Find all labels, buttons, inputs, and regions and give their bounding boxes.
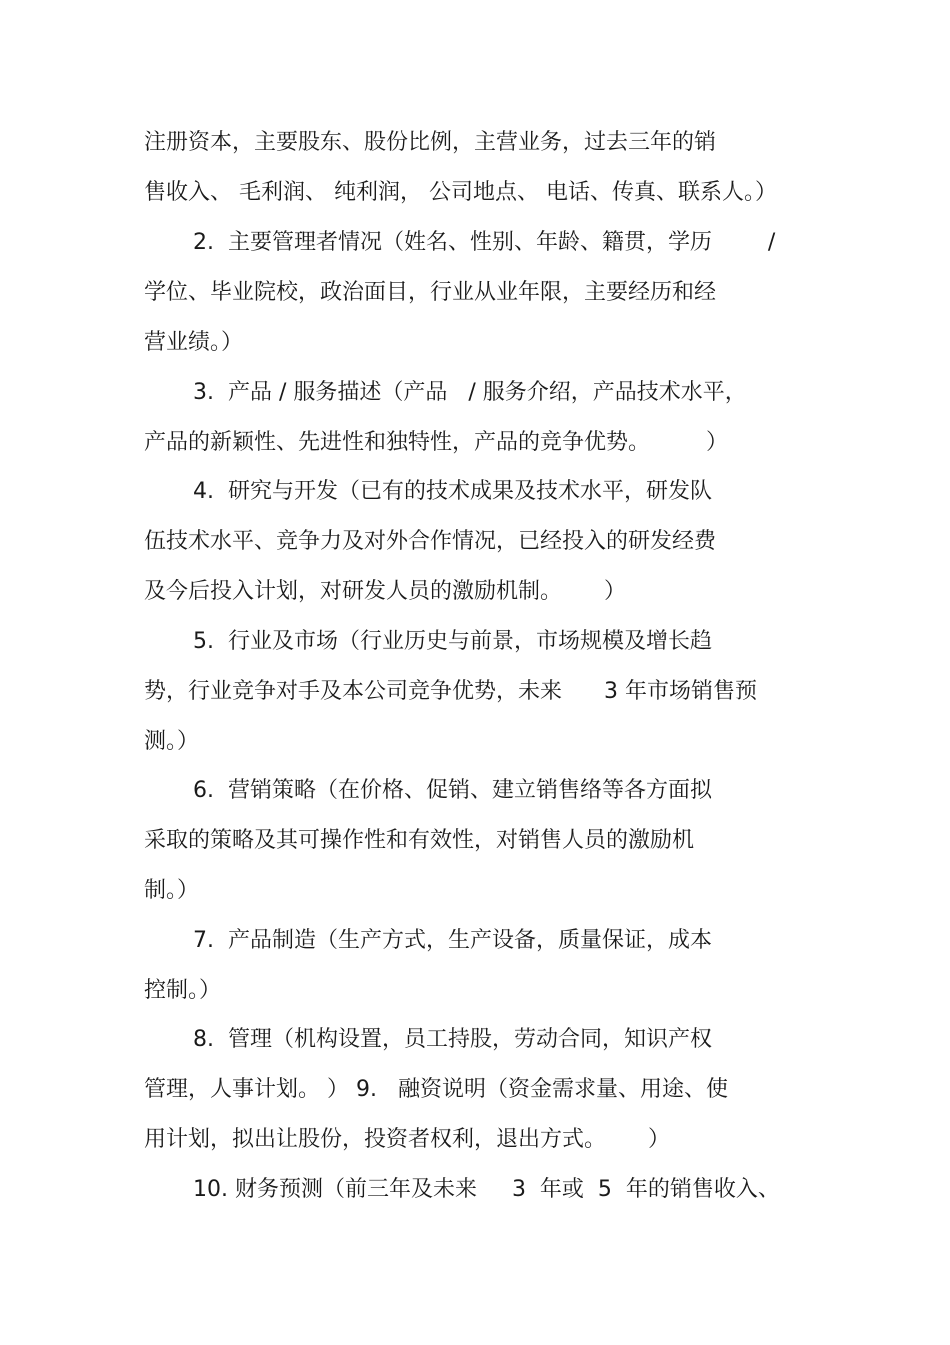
- item-8-heading: 8. 管理（机构设置，员工持股，劳动合同，知识产权: [193, 1027, 712, 1052]
- text-line: 产品的新颖性、先进性和独特性，产品的竞争优势。 ）: [144, 430, 728, 455]
- text-line: 售收入、 毛利润、 纯利润， 公司地点、 电话、传真、联系人。）: [144, 180, 777, 205]
- item-3-heading: 3. 产品 / 服务描述（产品 / 服务介绍，产品技术水平，: [193, 380, 747, 405]
- text-line: 测。）: [144, 729, 200, 754]
- item-7-heading: 7. 产品制造（生产方式，生产设备，质量保证，成本: [193, 928, 712, 953]
- text-line: 用计划，拟出让股份，投资者权利，退出方式。 ）: [144, 1127, 670, 1152]
- text-line: 学位、毕业院校，政治面目，行业从业年限，主要经历和经: [144, 280, 717, 305]
- text-line: 伍技术水平、竞争力及对外合作情况，已经投入的研发经费: [144, 529, 717, 554]
- text-line: 势，行业竞争对手及本公司竞争优势，未来 3 年市场销售预: [144, 679, 757, 704]
- item-5-heading: 5. 行业及市场（行业历史与前景，市场规模及增长趋: [193, 629, 712, 654]
- item-2-heading: 2. 主要管理者情况（姓名、性别、年龄、籍贯，学历 /: [193, 230, 776, 255]
- text-line: 注册资本，主要股东、股份比例，主营业务，过去三年的销: [144, 130, 717, 155]
- item-6-heading: 6. 营销策略（在价格、促销、建立销售络等各方面拟: [193, 778, 712, 803]
- text-line: 管理，人事计划。 ） 9. 融资说明（资金需求量、用途、使: [144, 1077, 728, 1102]
- item-10-heading: 10. 财务预测（前三年及未来 3 年或 5 年的销售收入、: [193, 1177, 780, 1202]
- text-line: 营业绩。）: [144, 330, 244, 355]
- text-line: 制。）: [144, 878, 200, 903]
- text-line: 控制。）: [144, 978, 222, 1003]
- text-line: 采取的策略及其可操作性和有效性，对销售人员的激励机: [144, 828, 695, 853]
- item-4-heading: 4. 研究与开发（已有的技术成果及技术水平，研发队: [193, 479, 712, 504]
- text-line: 及今后投入计划，对研发人员的激励机制。 ）: [144, 579, 626, 604]
